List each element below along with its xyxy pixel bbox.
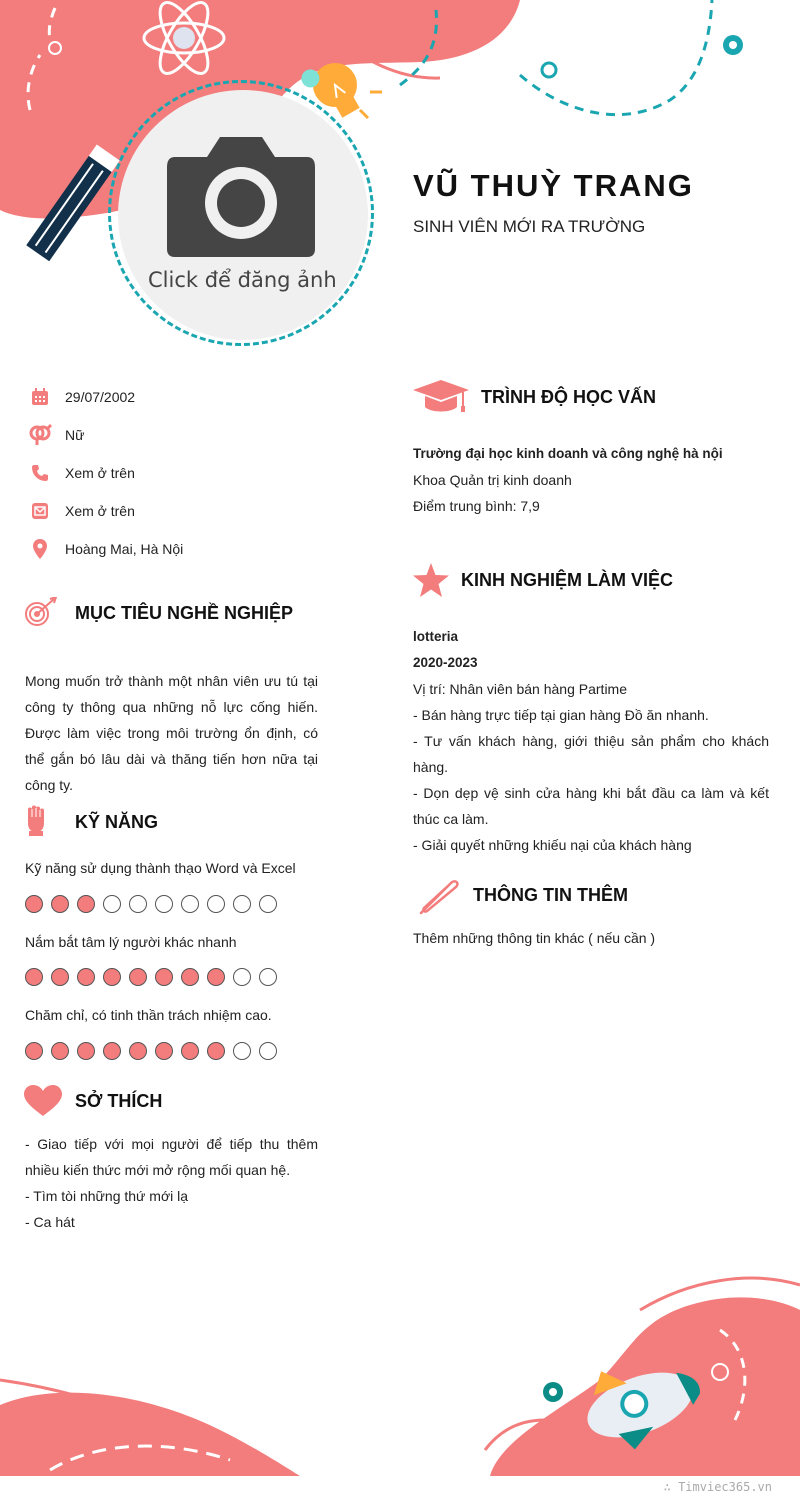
- hobbies-heading-text: SỞ THÍCH: [75, 1090, 163, 1111]
- rating-dot-filled[interactable]: [129, 968, 147, 986]
- graduation-cap-icon: [413, 380, 469, 414]
- candidate-name: VŨ THUỲ TRANG: [413, 168, 694, 203]
- education-heading-text: TRÌNH ĐỘ HỌC VẤN: [481, 386, 656, 407]
- company-name: lotteria: [413, 629, 459, 644]
- rating-dot-filled[interactable]: [103, 968, 121, 986]
- skill-2-rating: [25, 968, 277, 986]
- calendar-icon: [28, 386, 52, 408]
- rating-dot-filled[interactable]: [77, 895, 95, 913]
- experience-details: [413, 624, 769, 858]
- skill-1-rating: [25, 895, 277, 913]
- contact-birthday: [28, 385, 135, 409]
- rating-dot-empty[interactable]: [181, 895, 199, 913]
- education-details: [413, 441, 769, 519]
- rating-dot-empty[interactable]: [259, 968, 277, 986]
- experience-heading-text: KINH NGHIỆM LÀM VIỆC: [461, 569, 674, 590]
- gender-icon: [28, 424, 52, 446]
- rating-dot-filled[interactable]: [155, 1042, 173, 1060]
- rating-dot-filled[interactable]: [51, 968, 69, 986]
- work-period: 2020-2023: [413, 655, 478, 670]
- additional-text: Thêm những thông tin khác ( nếu cần ): [413, 930, 656, 946]
- hobby-item: - Giao tiếp với mọi người để tiếp thu thêm nhiều kiến thức mới mở rộng mối quan hệ.: [25, 1136, 318, 1178]
- rating-dot-empty[interactable]: [259, 1042, 277, 1060]
- rating-dot-empty[interactable]: [103, 895, 121, 913]
- skills-heading: [24, 805, 158, 839]
- rating-dot-filled[interactable]: [51, 1042, 69, 1060]
- skills-heading-text: KỸ NĂNG: [75, 811, 159, 832]
- rating-dot-filled[interactable]: [207, 968, 225, 986]
- contact-phone: [28, 461, 135, 485]
- rating-dot-filled[interactable]: [25, 968, 43, 986]
- rating-dot-filled[interactable]: [77, 1042, 95, 1060]
- experience-heading: [413, 563, 673, 597]
- rating-dot-filled[interactable]: [77, 968, 95, 986]
- email-icon: [28, 500, 52, 522]
- rating-dot-filled[interactable]: [103, 1042, 121, 1060]
- upload-photo-label[interactable]: Click để đăng ảnh: [148, 268, 337, 292]
- phone-text: Xem ở trên: [65, 465, 135, 481]
- education-heading: [413, 380, 656, 414]
- paperclip-icon: [413, 875, 461, 915]
- hobbies-list: [25, 1131, 318, 1235]
- hobby-item: - Tìm tòi những thứ mới lạ: [25, 1188, 189, 1204]
- skill-1-label: Kỹ năng sử dụng thành thạo Word và Excel: [25, 860, 296, 876]
- gpa: Điểm trung bình: 7,9: [413, 498, 540, 514]
- duty-item: - Dọn dẹp vệ sinh cửa hàng khi bắt đầu ca làm và kết thúc ca làm.: [413, 785, 769, 827]
- rating-dot-filled[interactable]: [25, 895, 43, 913]
- rating-dot-filled[interactable]: [129, 1042, 147, 1060]
- objective-heading-text: MỤC TIÊU NGHỀ NGHIỆP: [75, 602, 294, 623]
- gender-text: Nữ: [65, 427, 85, 443]
- rating-dot-filled[interactable]: [51, 895, 69, 913]
- faculty: Khoa Quản trị kinh doanh: [413, 472, 572, 488]
- rating-dot-empty[interactable]: [155, 895, 173, 913]
- additional-heading-text: THÔNG TIN THÊM: [473, 884, 628, 905]
- target-icon: [24, 597, 60, 629]
- brand-watermark: ∴ Timviec365.vn: [663, 1480, 772, 1494]
- objective-text: Mong muốn trở thành một nhân viên ưu tú tại công ty thông qua những nỗ lực cống hiến. Được làm việc trong môi trường ổn định, có thể gắn bó lâu dài và thăng tiến hơn nữa tại công ty.: [25, 673, 318, 793]
- duty-item: - Tư vấn khách hàng, giới thiệu sản phẩm cho khách hàng.: [413, 733, 769, 775]
- rating-dot-empty[interactable]: [233, 1042, 251, 1060]
- contact-email: [28, 499, 135, 523]
- additional-heading: [413, 875, 628, 915]
- star-icon: [413, 563, 449, 597]
- skill-3-label: Chăm chỉ, có tinh thần trách nhiệm cao.: [25, 1007, 272, 1023]
- skill-2-label: Nắm bắt tâm lý người khác nhanh: [25, 934, 237, 950]
- duty-item: - Bán hàng trực tiếp tại gian hàng Đồ ăn nhanh.: [413, 707, 709, 723]
- objective-heading: [24, 597, 293, 629]
- position: Vị trí: Nhân viên bán hàng Partime: [413, 681, 628, 697]
- phone-icon: [28, 462, 52, 484]
- rating-dot-filled[interactable]: [207, 1042, 225, 1060]
- skill-3-rating: [25, 1042, 277, 1060]
- email-text: Xem ở trên: [65, 503, 135, 519]
- school-name: Trường đại học kinh doanh và công nghệ hà nội: [413, 446, 723, 461]
- rating-dot-filled[interactable]: [181, 1042, 199, 1060]
- rating-dot-empty[interactable]: [233, 968, 251, 986]
- address-text: Hoàng Mai, Hà Nội: [65, 541, 184, 557]
- rating-dot-empty[interactable]: [129, 895, 147, 913]
- candidate-title: SINH VIÊN MỚI RA TRƯỜNG: [413, 217, 646, 236]
- hobbies-heading: [24, 1085, 162, 1117]
- rating-dot-empty[interactable]: [233, 895, 251, 913]
- duty-item: - Giải quyết những khiếu nại của khách hàng: [413, 837, 692, 853]
- hobby-item: - Ca hát: [25, 1214, 75, 1230]
- rating-dot-filled[interactable]: [155, 968, 173, 986]
- rating-dot-empty[interactable]: [259, 895, 277, 913]
- hand-icon: [24, 805, 60, 839]
- location-icon: [28, 538, 52, 560]
- contact-address: [28, 537, 183, 561]
- rating-dot-filled[interactable]: [25, 1042, 43, 1060]
- rating-dot-filled[interactable]: [181, 968, 199, 986]
- rating-dot-empty[interactable]: [207, 895, 225, 913]
- heart-icon: [24, 1085, 60, 1117]
- camera-icon: [165, 127, 317, 259]
- brand-text: Timviec365.vn: [678, 1480, 772, 1494]
- contact-gender: [28, 423, 84, 447]
- birthday-text: 29/07/2002: [65, 389, 136, 405]
